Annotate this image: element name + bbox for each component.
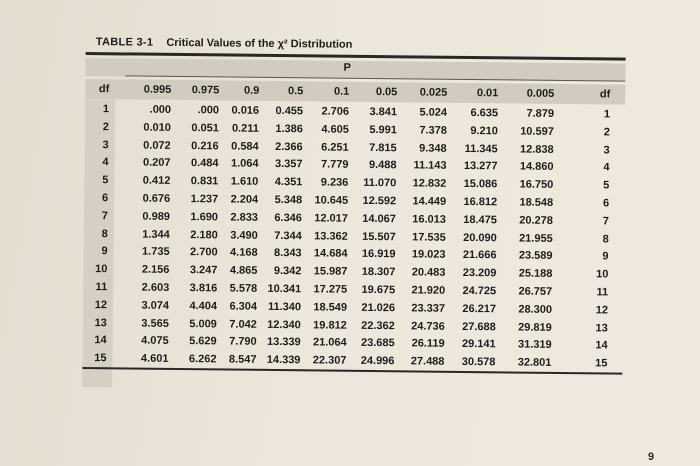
cell-p-01: 14.684 (313, 247, 348, 261)
cell-p-05: 3.357 (274, 158, 303, 171)
cell-p-01: 9.236 (320, 176, 349, 189)
cell-p-0975: 5.009 (189, 317, 217, 330)
cell-p-0975: 4.404 (189, 299, 218, 313)
cell-p-0975: 2.180 (190, 228, 218, 241)
cell-p-005: 16.919 (361, 248, 396, 261)
cell-df-left: 10 (95, 263, 108, 276)
cell-p-0995: 1.344 (142, 228, 170, 241)
cell-df-left: 13 (94, 316, 107, 329)
cell-p-05: 14.339 (266, 354, 301, 367)
cell-p-0975: 0.051 (191, 121, 219, 135)
cell-df-left: 7 (101, 209, 109, 223)
cell-p-0005: 25.188 (518, 267, 553, 281)
cell-p-0995: 4.075 (141, 334, 169, 348)
table-title: Critical Values of the χ² Distribution (166, 36, 353, 51)
cell-df-right: 6 (602, 197, 610, 210)
cell-p-05: 13.339 (266, 336, 301, 349)
cell-p-01: 6.251 (321, 141, 349, 154)
cell-p-005: 18.307 (361, 266, 396, 279)
cell-p-001: 26.217 (462, 302, 497, 316)
cell-p-0975: 2.700 (189, 246, 218, 259)
page-number: 9 (648, 451, 655, 463)
cell-df-right: 10 (596, 268, 609, 281)
cell-df-right: 14 (595, 339, 608, 352)
cell-p-005: 15.507 (362, 230, 396, 243)
cell-df-left: 14 (94, 334, 107, 347)
cell-p-0005: 23.589 (518, 249, 553, 263)
cell-p-0005: 14.860 (519, 160, 554, 174)
cell-p-0975: 3.816 (189, 282, 218, 295)
cell-p-0975: .000 (197, 104, 220, 117)
cell-p-005: 9.488 (368, 159, 397, 172)
cell-p-0025: 19.023 (411, 248, 446, 262)
header-df-right: df (599, 88, 611, 101)
cell-p-005: 7.815 (369, 141, 397, 154)
cell-p-0995: 3.565 (141, 317, 169, 330)
cell-p-0975: 0.831 (190, 175, 219, 188)
cell-p-09: 4.168 (229, 246, 258, 260)
cell-p-05: 9.342 (273, 265, 302, 278)
cell-p-0995: 3.074 (141, 299, 170, 312)
cell-p-0005: 31.319 (517, 338, 552, 352)
cell-df-left: 6 (101, 192, 109, 205)
cell-p-05: 1.386 (275, 122, 303, 136)
cell-p-0975: 5.629 (189, 335, 217, 348)
cell-p-0995: 2.603 (141, 281, 170, 294)
cell-p-01: 12.017 (314, 212, 349, 225)
cell-p-05: 0.455 (275, 104, 304, 118)
cell-p-0995: 2.156 (141, 263, 170, 277)
cell-df-left: 9 (101, 245, 108, 258)
cell-df-left: 1 (102, 103, 110, 116)
cell-p-001: 9.210 (470, 124, 498, 138)
cell-p-0995: 0.072 (143, 139, 171, 152)
cell-df-left: 8 (101, 227, 108, 240)
cell-p-005: 12.592 (362, 194, 397, 208)
cell-p-05: 5.348 (274, 193, 303, 207)
cell-p-01: 2.706 (321, 105, 350, 118)
cell-p-001: 16.812 (463, 195, 498, 209)
cell-p-05: 7.344 (274, 229, 302, 242)
cell-p-0025: 16.013 (412, 213, 447, 226)
cell-df-left: 4 (102, 156, 109, 169)
cell-p-001: 20.090 (463, 231, 497, 244)
cell-p-0025: 23.337 (411, 302, 446, 315)
cell-p-09: 8.547 (228, 353, 257, 366)
cell-p-0025: 26.119 (411, 337, 445, 351)
header-p-0995: 0.995 (143, 83, 172, 96)
table-frame (82, 22, 626, 378)
header-p-0005: 0.005 (526, 87, 555, 100)
cell-p-0025: 20.483 (411, 266, 446, 279)
cell-p-09: 0.016 (231, 104, 260, 117)
cell-p-0025: 27.488 (410, 355, 445, 368)
cell-p-0005: 10.597 (520, 125, 554, 138)
cell-p-05: 4.351 (274, 176, 303, 189)
cell-p-0995: 1.735 (142, 245, 170, 259)
cell-df-left: 15 (94, 352, 107, 365)
cell-p-05: 2.366 (275, 140, 303, 153)
cell-p-005: 19.675 (361, 283, 396, 297)
cell-p-0995: 0.010 (143, 121, 171, 134)
cell-p-0005: 21.955 (519, 232, 553, 245)
cell-p-0995: 0.207 (142, 156, 171, 170)
cell-p-005: 22.362 (361, 319, 395, 332)
cell-p-05: 6.346 (274, 211, 303, 225)
cell-p-09: 2.204 (230, 193, 259, 206)
cell-p-09: 4.865 (229, 264, 258, 277)
cell-p-01: 10.645 (314, 194, 349, 207)
cell-p-05: 10.341 (267, 282, 302, 296)
cell-p-05: 8.343 (273, 247, 302, 260)
cell-p-0025: 5.024 (419, 106, 448, 119)
cell-p-0005: 12.838 (519, 143, 554, 156)
header-p-01: 0.1 (333, 85, 350, 98)
cell-p-09: 5.578 (229, 282, 258, 295)
cell-p-001: 21.666 (462, 249, 497, 262)
cell-p-0005: 28.300 (518, 303, 553, 316)
cell-p-0005: 26.757 (518, 285, 553, 298)
cell-p-001: 27.688 (462, 320, 496, 333)
cell-p-001: 29.141 (461, 338, 496, 351)
cell-p-09: 0.211 (231, 122, 259, 135)
cell-p-01: 22.307 (312, 354, 347, 367)
cell-df-right: 9 (602, 250, 609, 263)
cell-df-right: 11 (596, 286, 609, 299)
cell-df-right: 13 (595, 321, 608, 335)
cell-p-01: 13.362 (314, 229, 348, 243)
cell-p-01: 18.549 (313, 301, 348, 314)
cell-p-0025: 17.535 (412, 231, 446, 244)
cell-p-01: 19.812 (313, 318, 347, 332)
cell-df-left: 2 (102, 120, 109, 134)
cell-df-left: 11 (95, 281, 108, 294)
cell-p-09: 0.584 (231, 140, 259, 153)
header-p-09: 0.9 (243, 84, 260, 97)
cell-p-001: 13.277 (463, 160, 498, 173)
cell-p-09: 2.833 (230, 211, 259, 224)
cell-df-right: 5 (603, 179, 610, 192)
cell-p-0975: 0.216 (191, 139, 219, 152)
cell-p-09: 7.790 (229, 335, 257, 349)
cell-p-001: 6.635 (470, 107, 499, 120)
cell-df-right: 4 (603, 161, 610, 174)
cell-df-right: 8 (602, 233, 609, 246)
cell-p-0025: 24.736 (411, 320, 445, 333)
cell-df-right: 1 (603, 108, 611, 121)
header-p-005: 0.05 (375, 86, 398, 99)
cell-p-005: 14.067 (362, 212, 397, 226)
cell-df-left: 12 (94, 298, 108, 312)
cell-p-01: 17.275 (313, 283, 348, 296)
table-number: TABLE 3-1 (95, 36, 154, 49)
cell-df-right: 2 (603, 126, 610, 139)
cell-p-0005: 18.548 (519, 196, 554, 209)
cell-df-right: 12 (595, 304, 609, 317)
header-df-left: df (98, 83, 110, 96)
cell-p-005: 5.991 (369, 123, 397, 137)
cell-p-001: 23.209 (462, 267, 497, 280)
header-p-05: 0.5 (287, 85, 304, 98)
cell-p-0025: 21.920 (411, 284, 446, 297)
header-p-0025: 0.025 (419, 86, 448, 99)
cell-p-005: 24.996 (360, 355, 395, 368)
cell-p-01: 4.605 (321, 123, 349, 136)
cell-p-09: 1.610 (230, 175, 259, 189)
cell-p-09: 6.304 (229, 300, 258, 313)
cell-p-01: 21.064 (312, 336, 347, 350)
cell-p-05: 11.340 (267, 300, 302, 314)
cell-p-001: 15.086 (463, 178, 498, 191)
cell-p-0005: 7.879 (526, 107, 555, 120)
cell-p-001: 18.475 (463, 213, 498, 227)
cell-df-right: 7 (602, 215, 610, 228)
cell-p-0025: 12.832 (412, 177, 447, 190)
cell-df-right: 15 (595, 357, 608, 370)
cell-p-09: 3.490 (230, 229, 258, 242)
cell-p-0975: 1.237 (190, 193, 219, 206)
cell-p-0025: 9.348 (419, 142, 447, 155)
cell-df-left: 3 (102, 138, 109, 151)
cell-p-005: 11.070 (363, 177, 397, 190)
cell-p-09: 1.064 (230, 157, 259, 171)
table-caption (96, 36, 353, 51)
header-p-001: 0.01 (476, 87, 499, 100)
cell-p-0995: .000 (149, 103, 172, 116)
cell-p-0975: 6.262 (188, 353, 217, 366)
cell-p-0975: 0.484 (190, 157, 219, 170)
cell-p-0995: 4.601 (140, 352, 169, 366)
cell-p-001: 24.725 (462, 284, 497, 298)
cell-p-0995: 0.676 (142, 192, 171, 205)
cell-p-0025: 14.449 (412, 195, 447, 208)
cell-p-01: 7.779 (320, 158, 349, 172)
cell-df-left: 5 (102, 174, 109, 187)
cell-p-0005: 20.278 (519, 214, 554, 227)
cell-p-0025: 7.378 (419, 124, 447, 137)
cell-p-0005: 29.819 (518, 321, 552, 334)
cell-p-09: 7.042 (229, 318, 257, 331)
p-header-label: P (343, 61, 351, 74)
cell-p-005: 3.841 (369, 105, 398, 119)
cell-p-0995: 0.412 (142, 174, 171, 188)
cell-p-0005: 16.750 (519, 178, 554, 192)
cell-p-0025: 11.143 (413, 159, 447, 173)
cell-p-0005: 32.801 (517, 356, 552, 370)
header-p-0975: 0.975 (191, 84, 220, 97)
cell-p-05: 12.340 (267, 318, 301, 331)
cell-p-005: 21.026 (361, 301, 396, 315)
cell-p-005: 23.685 (360, 337, 395, 350)
cell-df-right: 3 (603, 144, 610, 157)
cell-p-001: 11.345 (464, 142, 498, 155)
cell-p-0995: 0.989 (142, 210, 171, 223)
cell-p-01: 15.987 (313, 265, 348, 278)
cell-p-0975: 3.247 (189, 264, 218, 277)
cell-p-001: 30.578 (461, 356, 496, 369)
cell-p-0975: 1.690 (190, 210, 219, 224)
